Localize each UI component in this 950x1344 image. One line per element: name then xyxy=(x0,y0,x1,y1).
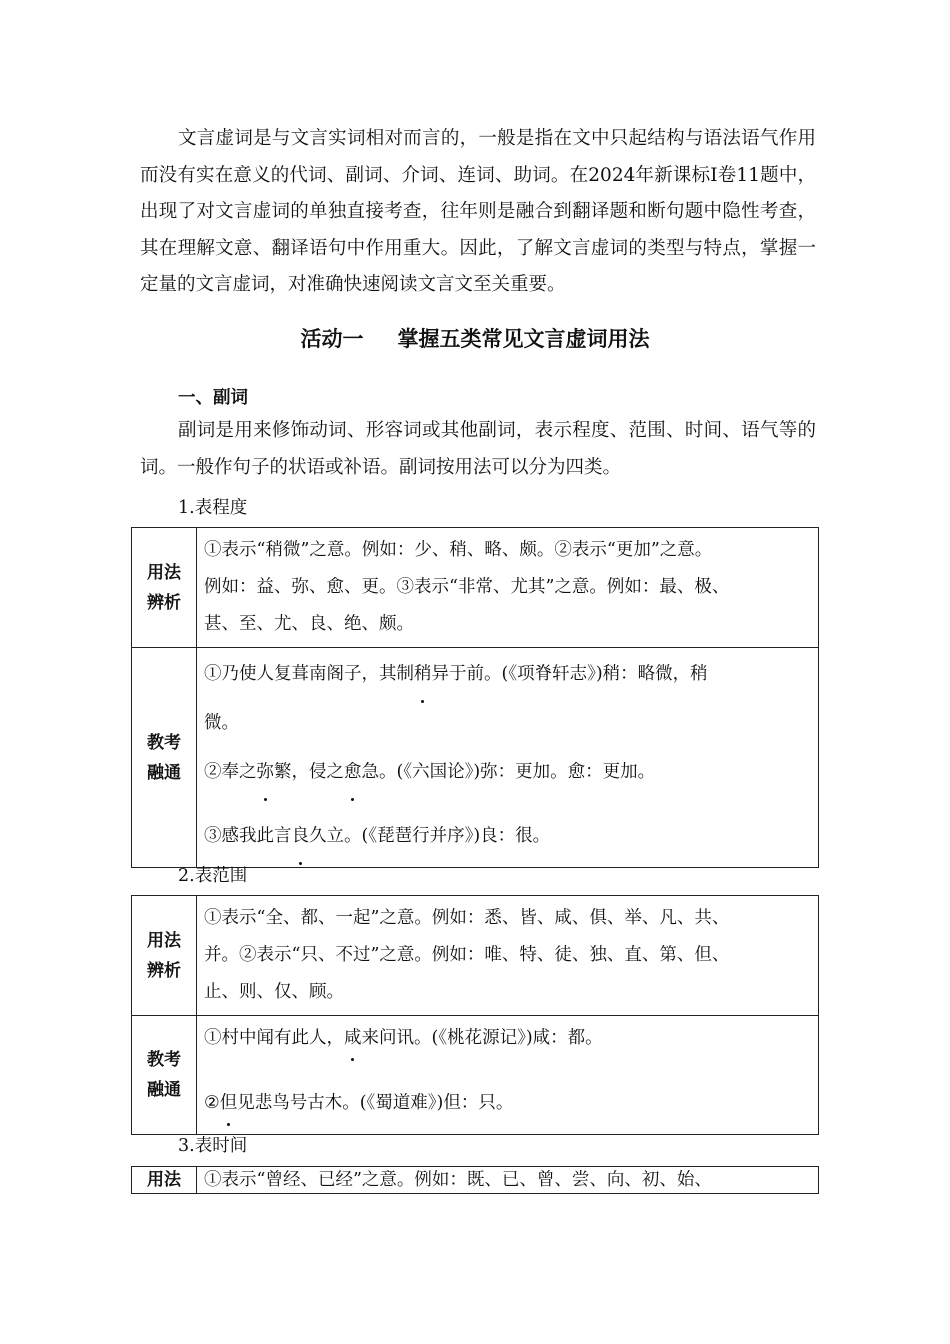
example-row xyxy=(132,648,819,868)
activity-title: 掌握五类常见文言虚词用法 xyxy=(397,327,650,351)
activity-label: 活动一 xyxy=(300,327,364,351)
emphasis-dot-char: 愈 xyxy=(344,748,362,797)
usage-label: 用法 辨析 xyxy=(132,896,197,1016)
usage-content: ①表示“曾经、已经”之意。例如：既、已、曾、尝、向、初、始、 xyxy=(197,1167,819,1194)
exam-label: 教考 融通 xyxy=(132,1016,197,1135)
example-row xyxy=(132,1016,819,1135)
usage-row xyxy=(132,1167,819,1194)
activity-heading xyxy=(0,323,950,353)
section-title-adverb: 一、副词 xyxy=(178,388,248,408)
usage-label: 用法 辨析 xyxy=(132,528,197,648)
subsection-time-heading: 3.表时间 xyxy=(178,1136,248,1156)
usage-line: 止、则、仅、顾。 xyxy=(204,982,344,1002)
example-line: ②但见悲鸟号古木。(《蜀道难》)但：只。 xyxy=(204,1085,810,1122)
usage-line: 甚、至、尤、良、绝、颇。 xyxy=(204,614,414,634)
example-line: ①村中闻有此人，咸来问讯。(《桃花源记》)咸：都。 xyxy=(204,1020,810,1057)
subsection-degree-heading: 1.表程度 xyxy=(178,498,248,518)
exam-label: 教考 融通 xyxy=(132,648,197,868)
emphasis-dot-char: 咸 xyxy=(344,1020,362,1057)
emphasis-dot-char: 稍 xyxy=(414,650,432,699)
time-table xyxy=(131,1166,819,1194)
usage-line: 并。②表示“只、不过”之意。例如：唯、特、徒、独、直、第、但、 xyxy=(204,945,730,965)
example-line: ②奉之弥繁，侵之愈急。(《六国论》)弥：更加。愈：更加。 xyxy=(204,748,810,797)
usage-row xyxy=(132,896,819,1016)
emphasis-dot-char: 良 xyxy=(292,812,310,861)
usage-label: 用法 xyxy=(132,1167,197,1194)
intro-paragraph: 文言虚词是与文言实词相对而言的，一般是指在文中只起结构与语法语气作用而没有实在意义的代词、副词、介词、连词、助词。在2024年新课标Ⅰ卷11题中，出现了对文言虚词的单独直接考查，往年则是融合到翻译题和断句题中隐性考查，其在理解文意、翻译语句中作用重大。因此，了解文言虚词的类型与特点，掌握一定量的文言虚词，对准确快速阅读文言文至关重要。 xyxy=(140,128,816,295)
emphasis-dot-char: 弥 xyxy=(257,748,275,797)
scope-table xyxy=(131,895,819,1135)
example-line: ①乃使人复葺南阁子，其制稍异于前。(《项脊轩志》)稍：略微，稍 xyxy=(204,650,810,699)
degree-table xyxy=(131,527,819,868)
usage-line: 例如：益、弥、愈、更。③表示“非常、尤其”之意。例如：最、极、 xyxy=(204,577,730,597)
subsection-scope-heading: 2.表范围 xyxy=(178,866,248,886)
example-content xyxy=(197,648,819,868)
usage-line: ①表示“全、都、一起”之意。例如：悉、皆、咸、俱、举、凡、共、 xyxy=(204,908,730,928)
emphasis-dot-char: 但 xyxy=(220,1085,238,1122)
usage-line: ①表示“稍微”之意。例如：少、稍、略、颇。②表示“更加”之意。 xyxy=(204,540,713,560)
usage-row xyxy=(132,528,819,648)
example-line: 微。 xyxy=(204,713,239,733)
usage-content xyxy=(197,896,819,1016)
example-content xyxy=(197,1016,819,1135)
example-line: ③感我此言良久立。(《琵琶行并序》)良：很。 xyxy=(204,812,810,861)
section-description: 副词是用来修饰动词、形容词或其他副词，表示程度、范围、时间、语气等的词。一般作句子的状语或补语。副词按用法可以分为四类。 xyxy=(140,420,816,478)
usage-content xyxy=(197,528,819,648)
